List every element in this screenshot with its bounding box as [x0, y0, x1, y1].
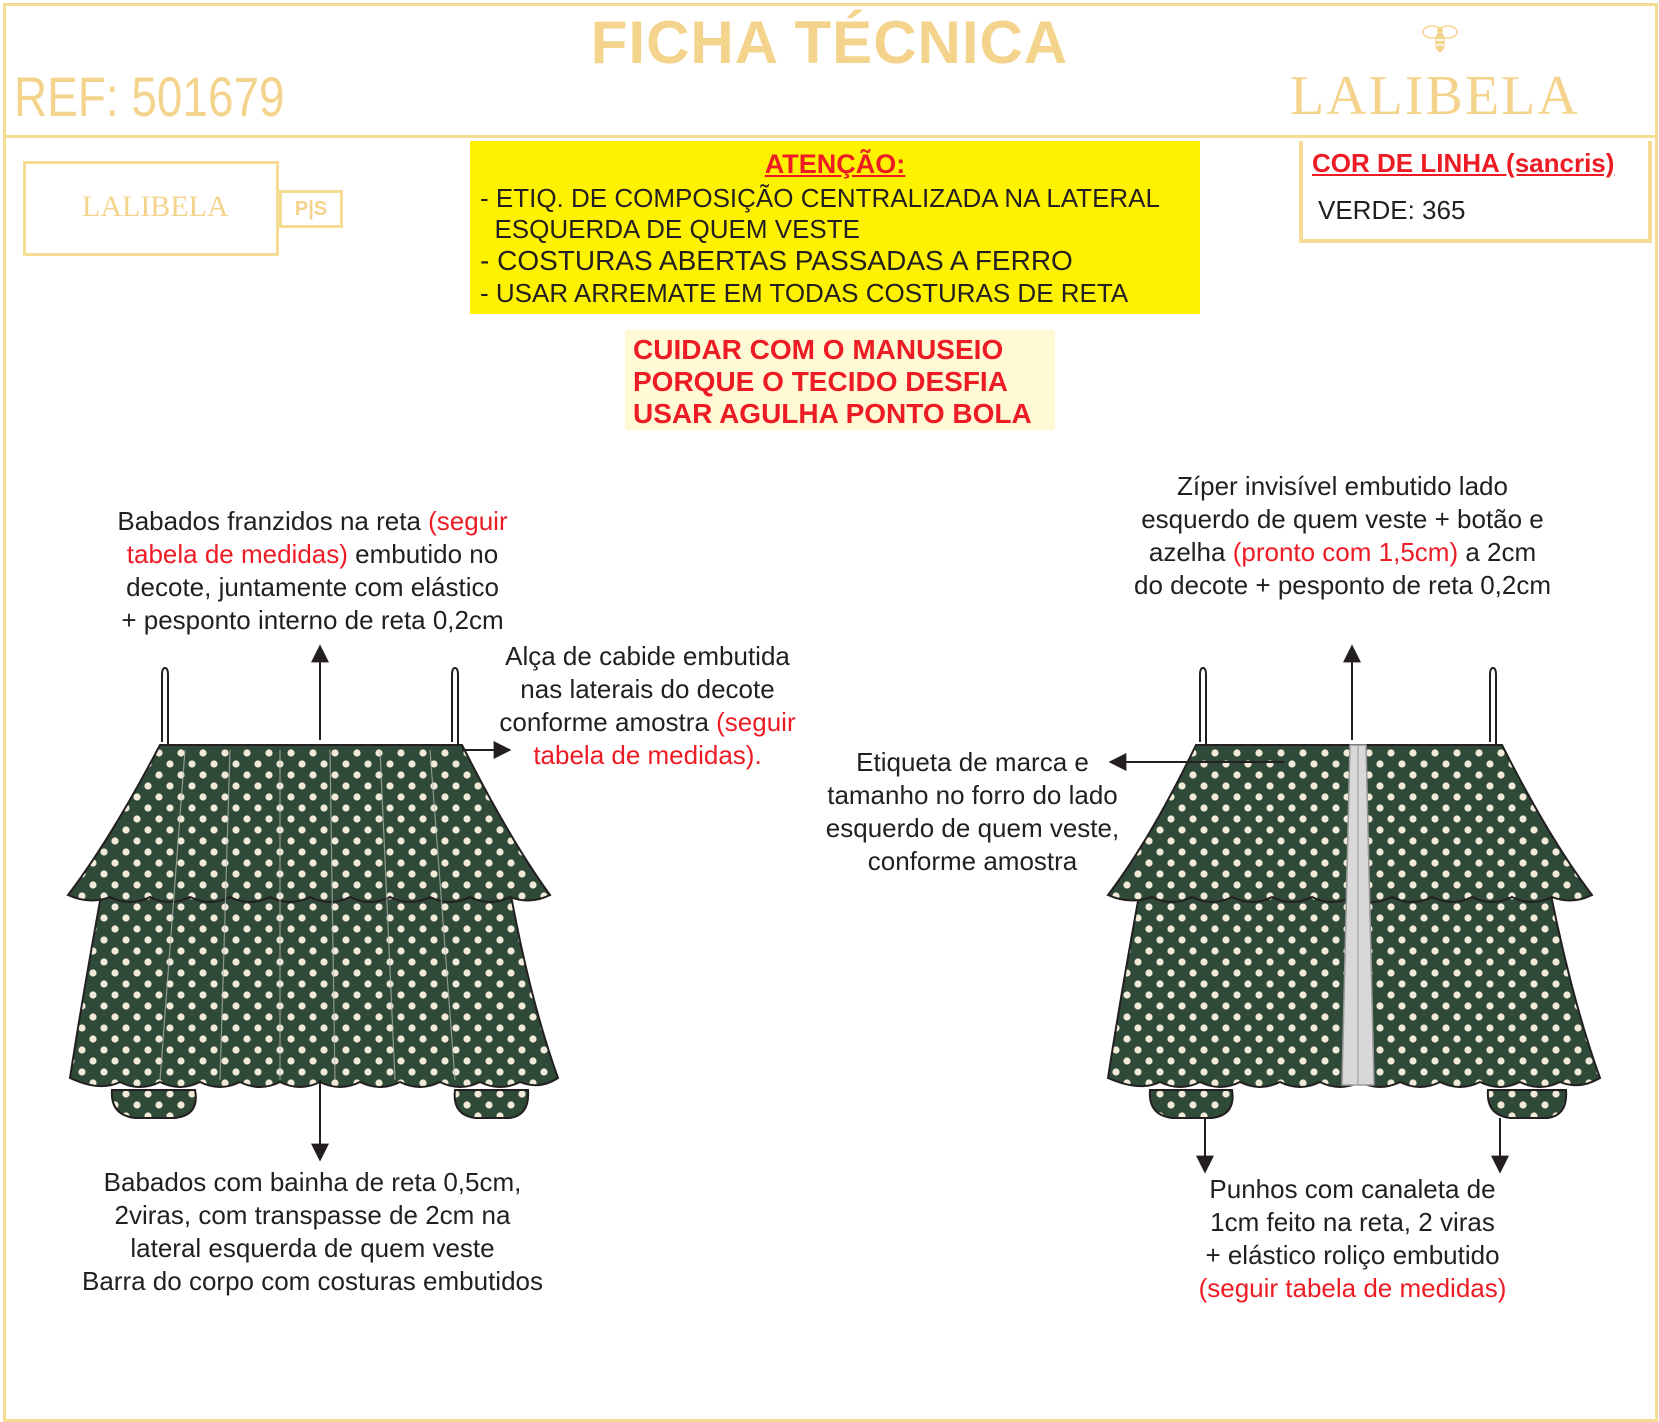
- label-brand-text: LALIBELA: [82, 190, 229, 223]
- thread-color-title: COR DE LINHA (sancris): [1312, 148, 1615, 178]
- note-text-red: tabela de medidas): [126, 539, 348, 569]
- size-label: P|S: [279, 190, 343, 228]
- page-title: FICHA TÉCNICA: [590, 9, 1069, 76]
- back-garment-drawing: [1108, 668, 1600, 1118]
- note-text: Alça de cabide embutida: [505, 641, 790, 671]
- note-text-red: (seguir: [716, 707, 796, 737]
- care-line-1: CUIDAR COM O MANUSEIO: [633, 334, 1004, 365]
- attention-line-4: - USAR ARREMATE EM TODAS COSTURAS DE RETA: [480, 278, 1129, 308]
- note-text: Babados com bainha de reta 0,5cm,: [103, 1167, 522, 1197]
- note-text: Babados franzidos na reta: [117, 506, 429, 536]
- reference-code: REF: 501679: [14, 65, 285, 128]
- note-text: azelha: [1148, 537, 1233, 567]
- note-text-red: tabela de medidas).: [533, 740, 762, 770]
- note-text: embutido no: [347, 539, 499, 569]
- thread-color-value: VERDE: 365: [1318, 195, 1466, 225]
- note-text: esquerdo de quem veste,: [825, 813, 1120, 843]
- note-text: tamanho no forro do lado: [827, 780, 1118, 810]
- care-line-2: PORQUE O TECIDO DESFIA: [633, 366, 1008, 397]
- note-text: + elástico roliço embutido: [1205, 1240, 1500, 1270]
- note-text: Zíper invisível embutido lado: [1177, 471, 1508, 501]
- note-text: Etiqueta de marca e: [856, 747, 1089, 777]
- brand-logo: LALIBELA: [1290, 65, 1580, 127]
- note-text-red: (seguir: [428, 506, 508, 536]
- note-text: decote, juntamente com elástico: [126, 572, 499, 602]
- note-text: Punhos com canaleta de: [1209, 1174, 1496, 1204]
- attention-line-2: ESQUERDA DE QUEM VESTE: [480, 214, 860, 244]
- note-text: conforme amostra: [499, 707, 717, 737]
- note-text: + pesponto interno de reta 0,2cm: [121, 605, 504, 635]
- attention-line-1: - ETIQ. DE COMPOSIÇÃO CENTRALIZADA NA LATERAL: [480, 183, 1160, 213]
- note-text-red: (seguir tabela de medidas): [1198, 1273, 1507, 1303]
- note-text: conforme amostra: [867, 846, 1078, 876]
- attention-title: ATENÇÃO:: [764, 149, 906, 179]
- front-garment-drawing: [68, 668, 558, 1118]
- note-text-red: (pronto com 1,5cm): [1232, 537, 1459, 567]
- note-text: 2viras, com transpasse de 2cm na: [114, 1200, 511, 1230]
- note-text: Barra do corpo com costuras embutidos: [82, 1266, 543, 1296]
- note-text: 1cm feito na reta, 2 viras: [1210, 1207, 1495, 1237]
- note-text: a 2cm: [1458, 537, 1537, 567]
- note-text: esquerdo de quem veste + botão e: [1141, 504, 1544, 534]
- attention-line-3: - COSTURAS ABERTAS PASSADAS A FERRO: [480, 245, 1073, 276]
- note-text: nas laterais do decote: [520, 674, 775, 704]
- note-text: lateral esquerda de quem veste: [130, 1233, 495, 1263]
- note-text: do decote + pesponto de reta 0,2cm: [1133, 570, 1551, 600]
- care-line-3: USAR AGULHA PONTO BOLA: [633, 398, 1032, 429]
